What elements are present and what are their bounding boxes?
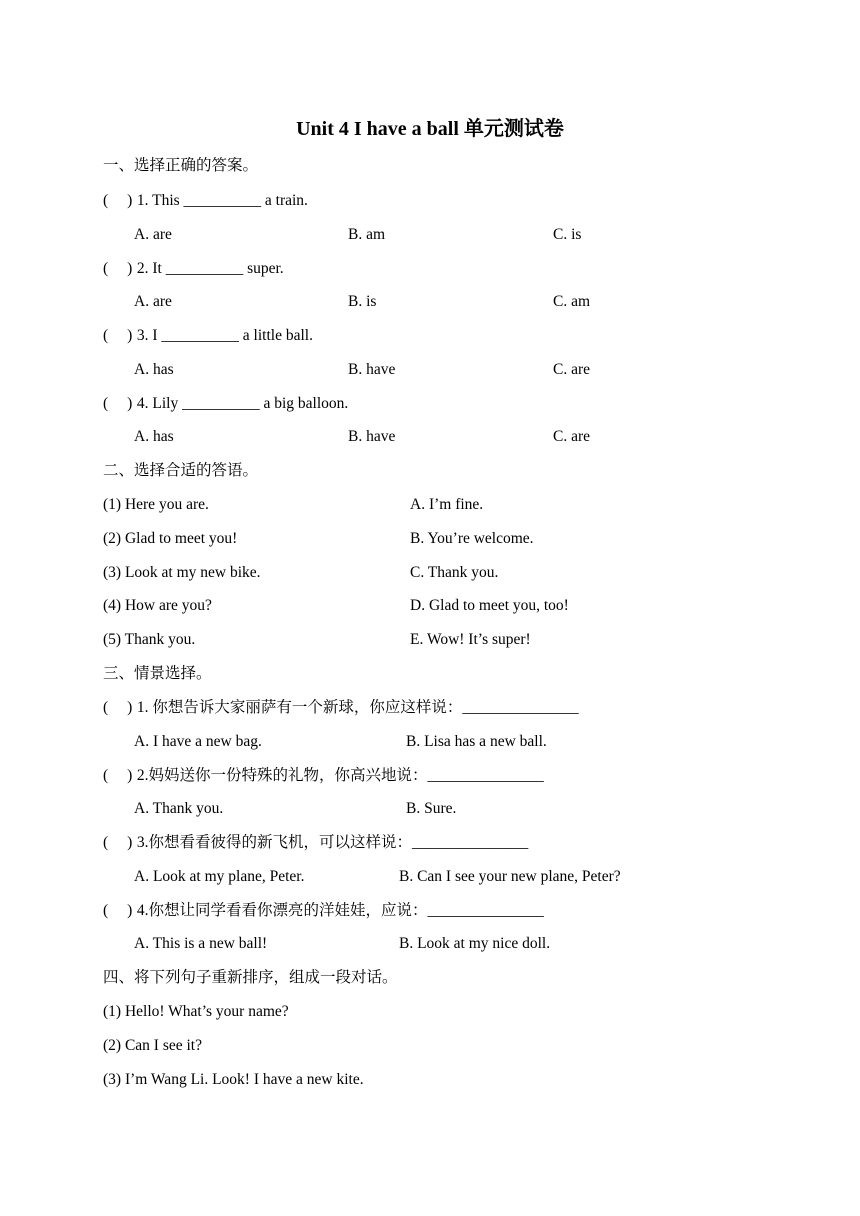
s3-q4-option-a: A. This is a new ball!: [134, 935, 268, 952]
s1-q3-option-b: B. have: [348, 361, 396, 378]
s1-q3-option-a: A. has: [134, 361, 174, 378]
section3-heading: 三、情景选择。: [103, 665, 212, 682]
answer-bracket[interactable]: ( ): [103, 260, 133, 277]
s2-answer-c: C. Thank you.: [410, 564, 499, 581]
question-text: 3.你想看看彼得的新飞机，可以这样说：_______________: [136, 834, 529, 851]
s1-q1-option-c: C. is: [553, 226, 582, 243]
question-text: 2. It __________ super.: [136, 260, 284, 277]
s2-prompt-2: (2) Glad to meet you!: [103, 530, 238, 547]
s3-q3-option-b: B. Can I see your new plane, Peter?: [399, 868, 621, 885]
s3-q1-option-a: A. I have a new bag.: [134, 733, 262, 750]
s3-q2-option-b: B. Sure.: [406, 800, 457, 817]
s4-sentence-3: (3) I’m Wang Li. Look! I have a new kite.: [103, 1071, 364, 1088]
s1-q2-option-c: C. am: [553, 293, 591, 310]
s2-answer-d: D. Glad to meet you, too!: [410, 597, 569, 614]
s1-question-4: [103, 394, 348, 414]
s1-question-2: [103, 259, 284, 279]
question-text: 3. I __________ a little ball.: [136, 327, 313, 344]
page-title: Unit 4 I have a ball 单元测试卷: [296, 118, 564, 140]
s1-q4-option-c: C. are: [553, 428, 591, 445]
s2-prompt-5: (5) Thank you.: [103, 631, 196, 648]
s2-answer-b: B. You’re welcome.: [410, 530, 534, 547]
s3-question-3: [103, 833, 528, 853]
s4-sentence-1: (1) Hello! What’s your name?: [103, 1003, 289, 1020]
s2-answer-a: A. I’m fine.: [410, 496, 484, 513]
s1-question-3: [103, 326, 313, 346]
s2-prompt-1: (1) Here you are.: [103, 496, 209, 513]
s2-prompt-3: (3) Look at my new bike.: [103, 564, 261, 581]
answer-bracket[interactable]: ( ): [103, 395, 133, 412]
s1-q2-option-a: A. are: [134, 293, 172, 310]
s3-question-2: [103, 766, 544, 786]
s3-q2-option-a: A. Thank you.: [134, 800, 224, 817]
question-text: 4. Lily __________ a big balloon.: [136, 395, 349, 412]
s2-prompt-4: (4) How are you?: [103, 597, 212, 614]
s1-q1-option-b: B. am: [348, 226, 386, 243]
s1-q4-option-a: A. has: [134, 428, 174, 445]
question-text: 1. 你想告诉大家丽萨有一个新球，你应这样说：_______________: [136, 699, 579, 716]
s2-answer-e: E. Wow! It’s super!: [410, 631, 531, 648]
answer-bracket[interactable]: ( ): [103, 699, 133, 716]
s3-question-1: [103, 698, 579, 718]
s1-question-1: [103, 191, 308, 211]
s1-q2-option-b: B. is: [348, 293, 377, 310]
section4-heading: 四、将下列句子重新排序，组成一段对话。: [103, 969, 398, 986]
section1-heading: 一、选择正确的答案。: [103, 157, 259, 174]
s3-q1-option-b: B. Lisa has a new ball.: [406, 733, 547, 750]
s4-sentence-2: (2) Can I see it?: [103, 1037, 202, 1054]
section2-heading: 二、选择合适的答语。: [103, 462, 259, 479]
answer-bracket[interactable]: ( ): [103, 327, 133, 344]
answer-bracket[interactable]: ( ): [103, 834, 133, 851]
question-text: 4.你想让同学看看你漂亮的洋娃娃，应说：_______________: [136, 902, 544, 919]
question-text: 1. This __________ a train.: [136, 192, 308, 209]
answer-bracket[interactable]: ( ): [103, 767, 133, 784]
s1-q3-option-c: C. are: [553, 361, 591, 378]
answer-bracket[interactable]: ( ): [103, 902, 133, 919]
s1-q1-option-a: A. are: [134, 226, 172, 243]
answer-bracket[interactable]: ( ): [103, 192, 133, 209]
s3-q3-option-a: A. Look at my plane, Peter.: [134, 868, 305, 885]
question-text: 2.妈妈送你一份特殊的礼物，你高兴地说：_______________: [136, 767, 544, 784]
s3-question-4: [103, 901, 544, 921]
s3-q4-option-b: B. Look at my nice doll.: [399, 935, 551, 952]
s1-q4-option-b: B. have: [348, 428, 396, 445]
